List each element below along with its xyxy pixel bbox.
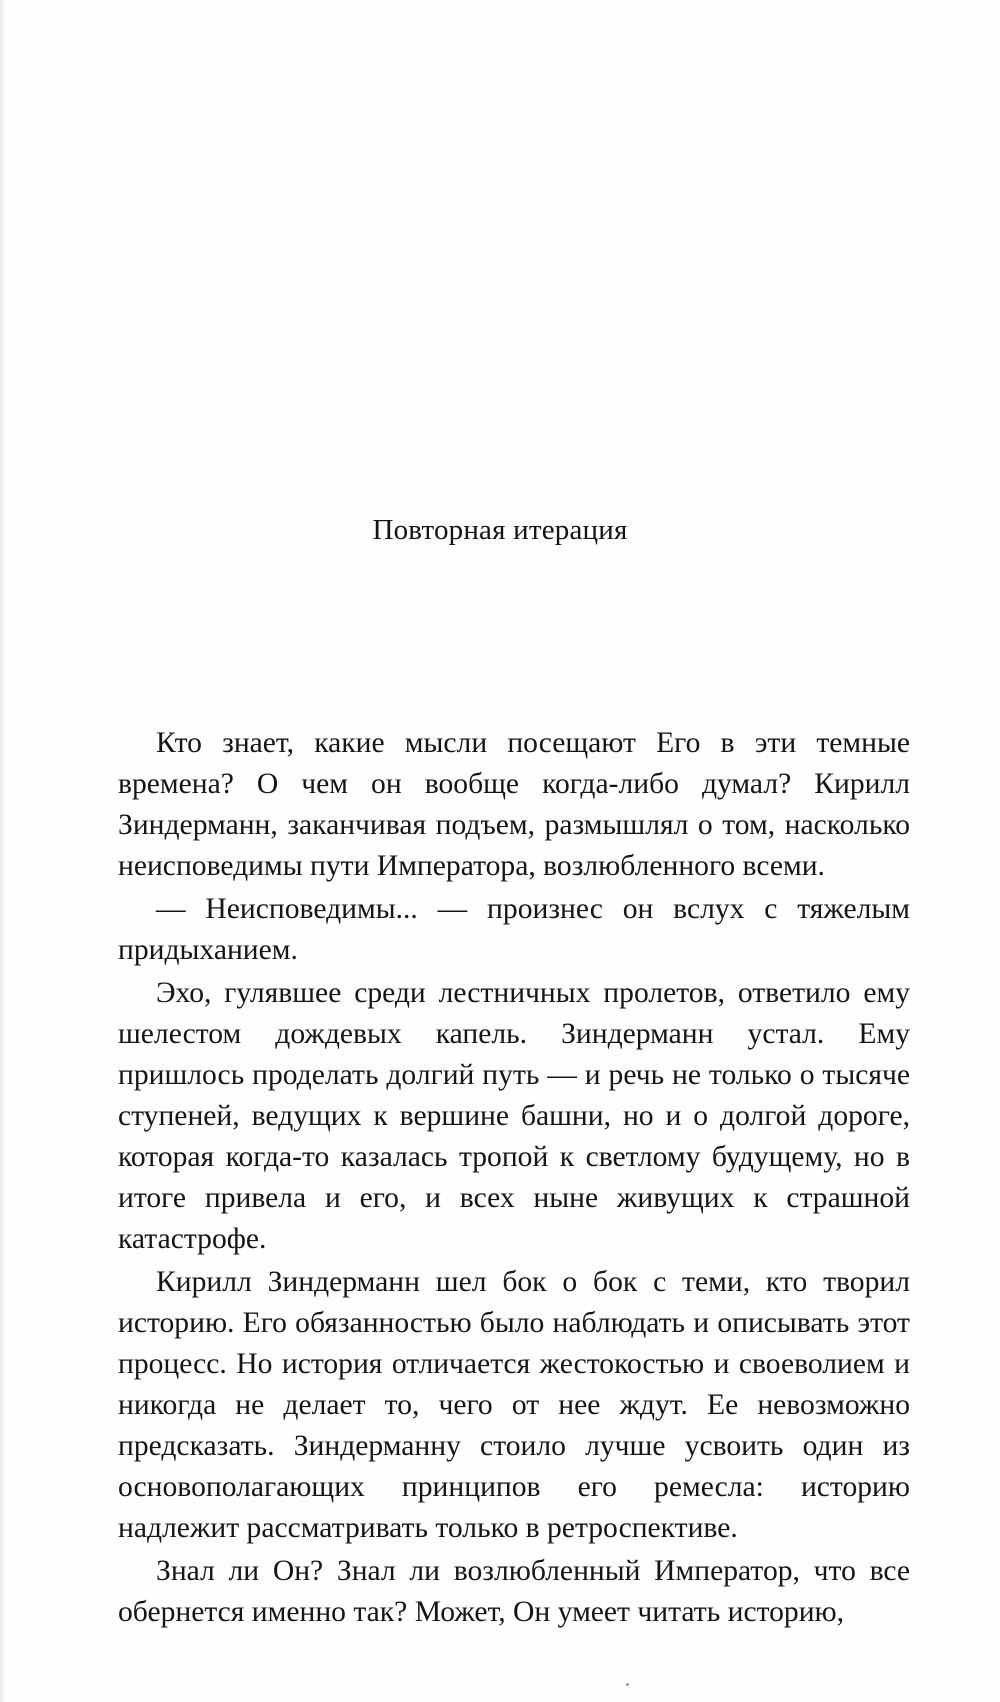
chapter-title: Повторная итерация [372, 514, 628, 546]
chapter-body [118, 723, 910, 1635]
paragraph: Кто знает, какие мысли посещают Его в эти темные времена? О чем он вообще когда-либо думал? Кирилл Зиндерманн, заканчивая подъем, размышлял о том, насколько неисповедимы пути Императора, возлюбленного всеми. [118, 727, 910, 882]
scan-speck [626, 1683, 629, 1686]
paragraph: Эхо, гулявшее среди лестничных пролетов, ответило ему шелестом дождевых капель. Зиндерманн устал. Ему пришлось проделать долгий путь — и речь не только о тысяче ступеней, ведущих к вершине башни, но и о долгой дороге, которая когда-то казалась тропой к светлому будущему, но в итоге привела и его, и всех ныне живущих к страшной катастрофе. [118, 977, 910, 1255]
paragraph: — Неисповедимы... — произнес он вслух с тяжелым придыханием. [118, 893, 910, 966]
paragraph: Кирилл Зиндерманн шел бок о бок с теми, кто творил историю. Его обязанностью было наблюдать и описывать этот процесс. Но история отличается жестокостью и своеволием и никогда не делает то, чего от нее ждут. Ее невозможно предсказать. Зиндерманну стоило лучше усвоить один из основополагающих принципов его ремесла: историю надлежит рассматривать только в ретроспективе. [118, 1266, 910, 1544]
paragraph: Знал ли Он? Знал ли возлюбленный Император, что все обернется именно так? Может, Он умеет читать историю, [118, 1555, 910, 1628]
